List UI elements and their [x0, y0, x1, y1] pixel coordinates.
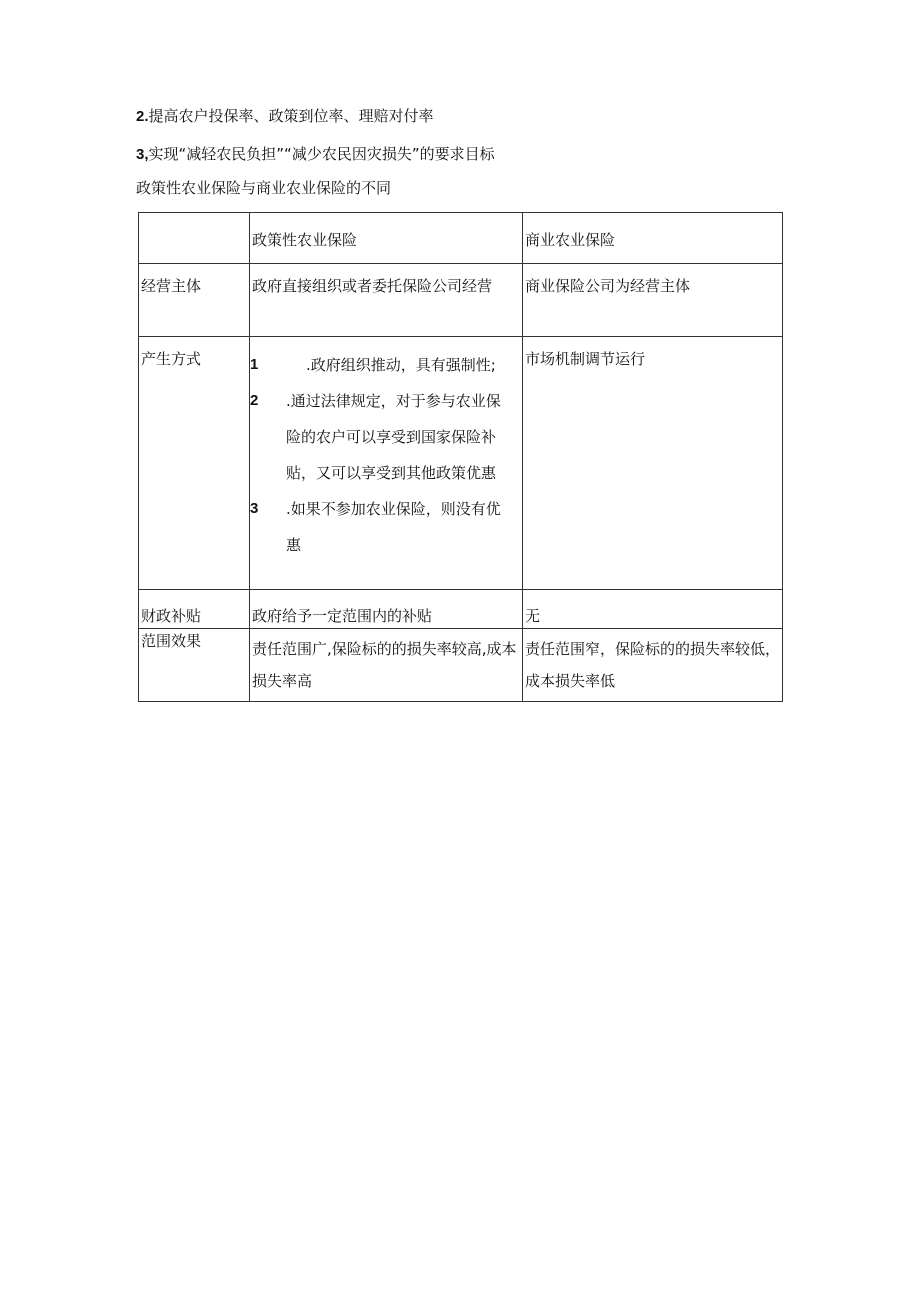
intro-line-2-text: 提高农户投保率、政策到位率、理赔对付率: [148, 107, 434, 125]
header-commercial-label: 商业农业保险: [525, 231, 616, 249]
list-item-text: .政府组织推动，具有强制性;: [306, 356, 496, 374]
list-item-number: 2: [250, 392, 259, 409]
list-item-text: .如果不参加农业保险，则没有优: [286, 500, 501, 518]
commercial-cell: [523, 264, 783, 337]
intro-line-3: [136, 144, 495, 165]
list-item-text: 贴，又可以享受到其他政策优惠: [286, 464, 497, 482]
header-cell-empty: [139, 213, 250, 264]
policy-value: 政府给予一定范围内的补贴: [252, 607, 433, 625]
row-label-cell: [139, 629, 250, 702]
header-policy-label: 政策性农业保险: [252, 231, 358, 249]
list-item-text: 惠: [286, 536, 302, 554]
table-row: [139, 337, 783, 590]
list-item-text: .通过法律规定，对于参与农业保: [286, 392, 501, 410]
table-row: [139, 590, 783, 629]
list-item-number: 1: [250, 356, 259, 373]
table-caption: [136, 178, 391, 198]
intro-line-3-text: 实现“减轻农民负担”“减少农民因灾损失”的要求目标: [148, 145, 495, 163]
commercial-cell: [523, 337, 783, 590]
commercial-value: 商业保险公司为经营主体: [525, 277, 691, 295]
header-cell-policy: [250, 213, 523, 264]
row-label-cell: [139, 590, 250, 629]
row-label: 范围效果: [141, 632, 202, 650]
commercial-cell: [523, 590, 783, 629]
list-item-number: 3: [250, 500, 259, 517]
commercial-value: 无: [525, 607, 541, 625]
row-label: 产生方式: [141, 350, 202, 368]
header-cell-commercial: [523, 213, 783, 264]
list-item: [250, 347, 522, 383]
intro-line-3-number: 3,: [136, 146, 149, 163]
list-item-text: 险的农户可以享受到国家保险补: [286, 428, 497, 446]
row-label-cell: [139, 264, 250, 337]
table-row: [139, 264, 783, 337]
row-label: 经营主体: [141, 277, 202, 295]
policy-cell: [250, 337, 523, 590]
policy-value: 政府直接组织或者委托保险公司经营: [252, 277, 493, 295]
policy-cell: [250, 264, 523, 337]
list-item: [250, 491, 522, 563]
policy-cell: [250, 590, 523, 629]
row-label: 财政补贴: [141, 607, 202, 625]
commercial-value: 市场机制调节运行: [525, 350, 646, 368]
policy-numbered-list: [250, 337, 522, 563]
policy-value: 责任范围广,保险标的的损失率较高,成本损失率高: [252, 640, 517, 690]
table-header-row: [139, 213, 783, 264]
comparison-table: [138, 212, 783, 702]
commercial-value: 责任范围窄，保险标的的损失率较低，成本损失率低: [525, 640, 781, 690]
policy-cell: [250, 629, 523, 702]
intro-line-2: [136, 106, 434, 127]
list-item: [250, 383, 522, 491]
intro-line-2-number: 2.: [136, 108, 149, 125]
table-row: [139, 629, 783, 702]
table-caption-text: 政策性农业保险与商业农业保险的不同: [136, 179, 392, 197]
commercial-cell: [523, 629, 783, 702]
row-label-cell: [139, 337, 250, 590]
